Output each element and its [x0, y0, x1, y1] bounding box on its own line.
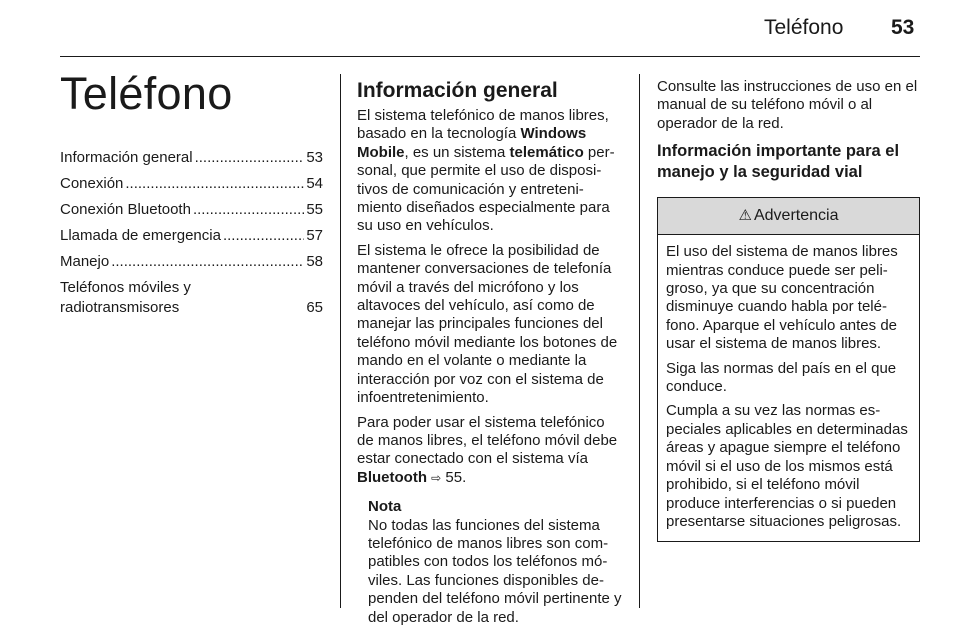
page-number: 53: [891, 16, 915, 39]
column-divider: [340, 74, 341, 608]
chapter-title: Teléfono: [60, 68, 233, 119]
toc-entry[interactable]: [60, 200, 323, 220]
toc-entry[interactable]: [60, 148, 323, 168]
paragraph-text: Para poder usar el sistema telefónico de manos libres, el teléfono móvil debe estar conectado con el sistema vía: [357, 413, 618, 468]
header-rule: [60, 56, 920, 57]
warning-paragraph: Cumpla a su vez las normas especiales aplicables en determinadas áreas y apague siempre el teléfono móvil si el uso de los mismos está prohibido, si el teléfono móvil produce interferencias o si pueden presentarse situaciones peligrosas.: [666, 402, 908, 530]
toc-entry-page[interactable]: 65: [306, 299, 323, 316]
toc-leader-dots: [223, 226, 304, 246]
toc-entry-label[interactable]: Manejo: [60, 253, 110, 270]
warning-paragraph: El uso del sistema de manos libres mientras conduce puede ser peligroso, ya que su concentración disminuye cuando habla por teléfono. Aparque el vehículo antes de usar el sistema de manos libres.: [666, 243, 898, 353]
toc-leader-dots: [193, 200, 304, 220]
toc-entry-page[interactable]: 53: [306, 149, 323, 166]
toc-entry-page[interactable]: 57: [306, 227, 323, 244]
intro-paragraph: Consulte las instrucciones de uso en el manual de su teléfono móvil o al operador de la red.: [657, 78, 918, 132]
paragraph-text: , es un sistema: [404, 143, 510, 161]
toc-entry-page[interactable]: 54: [306, 175, 323, 192]
system-paragraph: El sistema le ofrece la posibilidad de mantener conversaciones de telefonía móvil a través del micrófono y los altavoces del vehículo, así como de manejar las principales funciones del teléfono móvil mediante los botones de mando en el volante o mediante la interacción por voz con el sistema de infoentretenimiento.: [357, 241, 618, 407]
toc-entry-label[interactable]: Conexión Bluetooth: [60, 201, 191, 218]
intro-paragraph: [357, 107, 623, 236]
toc-entry[interactable]: [60, 174, 323, 194]
paragraph-text: personal, que permite el uso de dispositivos de comunicación y entretenimiento diseñados especialmente para su uso en vehículos.: [357, 143, 615, 235]
bold-term: telemático: [509, 143, 584, 161]
warning-box: [657, 197, 920, 542]
sub-heading: Información importante para el manejo y la seguridad vial: [657, 142, 900, 182]
paragraph-text: El sistema telefónico de manos libres, basado en la tecnología: [357, 107, 609, 143]
warning-body: [658, 235, 919, 541]
page-reference-arrow-icon[interactable]: ⇨: [431, 470, 442, 485]
toc-leader-dots: [111, 252, 304, 272]
warning-paragraph: Siga las normas del país en el que conduce.: [666, 359, 897, 396]
column-divider: [639, 74, 640, 608]
bold-term: Windows Mobile: [357, 125, 587, 161]
note-block: [368, 498, 623, 627]
note-title: Nota: [368, 498, 402, 516]
running-title: Teléfono: [764, 16, 844, 39]
general-info-column: [357, 78, 623, 627]
note-text: No todas las funciones del sistema telefónico de manos libres son compatibles con todos los teléfonos móviles. Las funciones disponibles dependen del teléfono móvil pertinente y del operador de la red.: [368, 516, 622, 626]
page-reference[interactable]: 55.: [441, 468, 467, 486]
toc-entry[interactable]: [60, 278, 323, 318]
toc-leader-dots: [195, 148, 305, 168]
toc-leader-dots: [125, 174, 304, 194]
bold-term: Bluetooth: [357, 468, 427, 486]
toc-entry-page[interactable]: 55: [306, 201, 323, 218]
warning-icon: ⚠: [738, 207, 752, 225]
toc-entry-label[interactable]: Información general: [60, 149, 193, 166]
bluetooth-paragraph: [357, 414, 623, 488]
toc-entry-page[interactable]: 58: [306, 253, 323, 270]
toc-entry-label[interactable]: Llamada de emergencia: [60, 227, 221, 244]
toc-entry[interactable]: [60, 226, 323, 246]
table-of-contents: [60, 148, 323, 324]
toc-entry[interactable]: [60, 252, 323, 272]
warning-title: Advertencia: [753, 207, 839, 225]
warning-header: [658, 198, 919, 235]
toc-entry-label[interactable]: Conexión: [60, 175, 124, 192]
safety-column: [657, 78, 920, 542]
section-heading: Información general: [357, 79, 558, 102]
toc-entry-label[interactable]: Teléfonos móviles y radiotransmisores: [60, 279, 191, 316]
